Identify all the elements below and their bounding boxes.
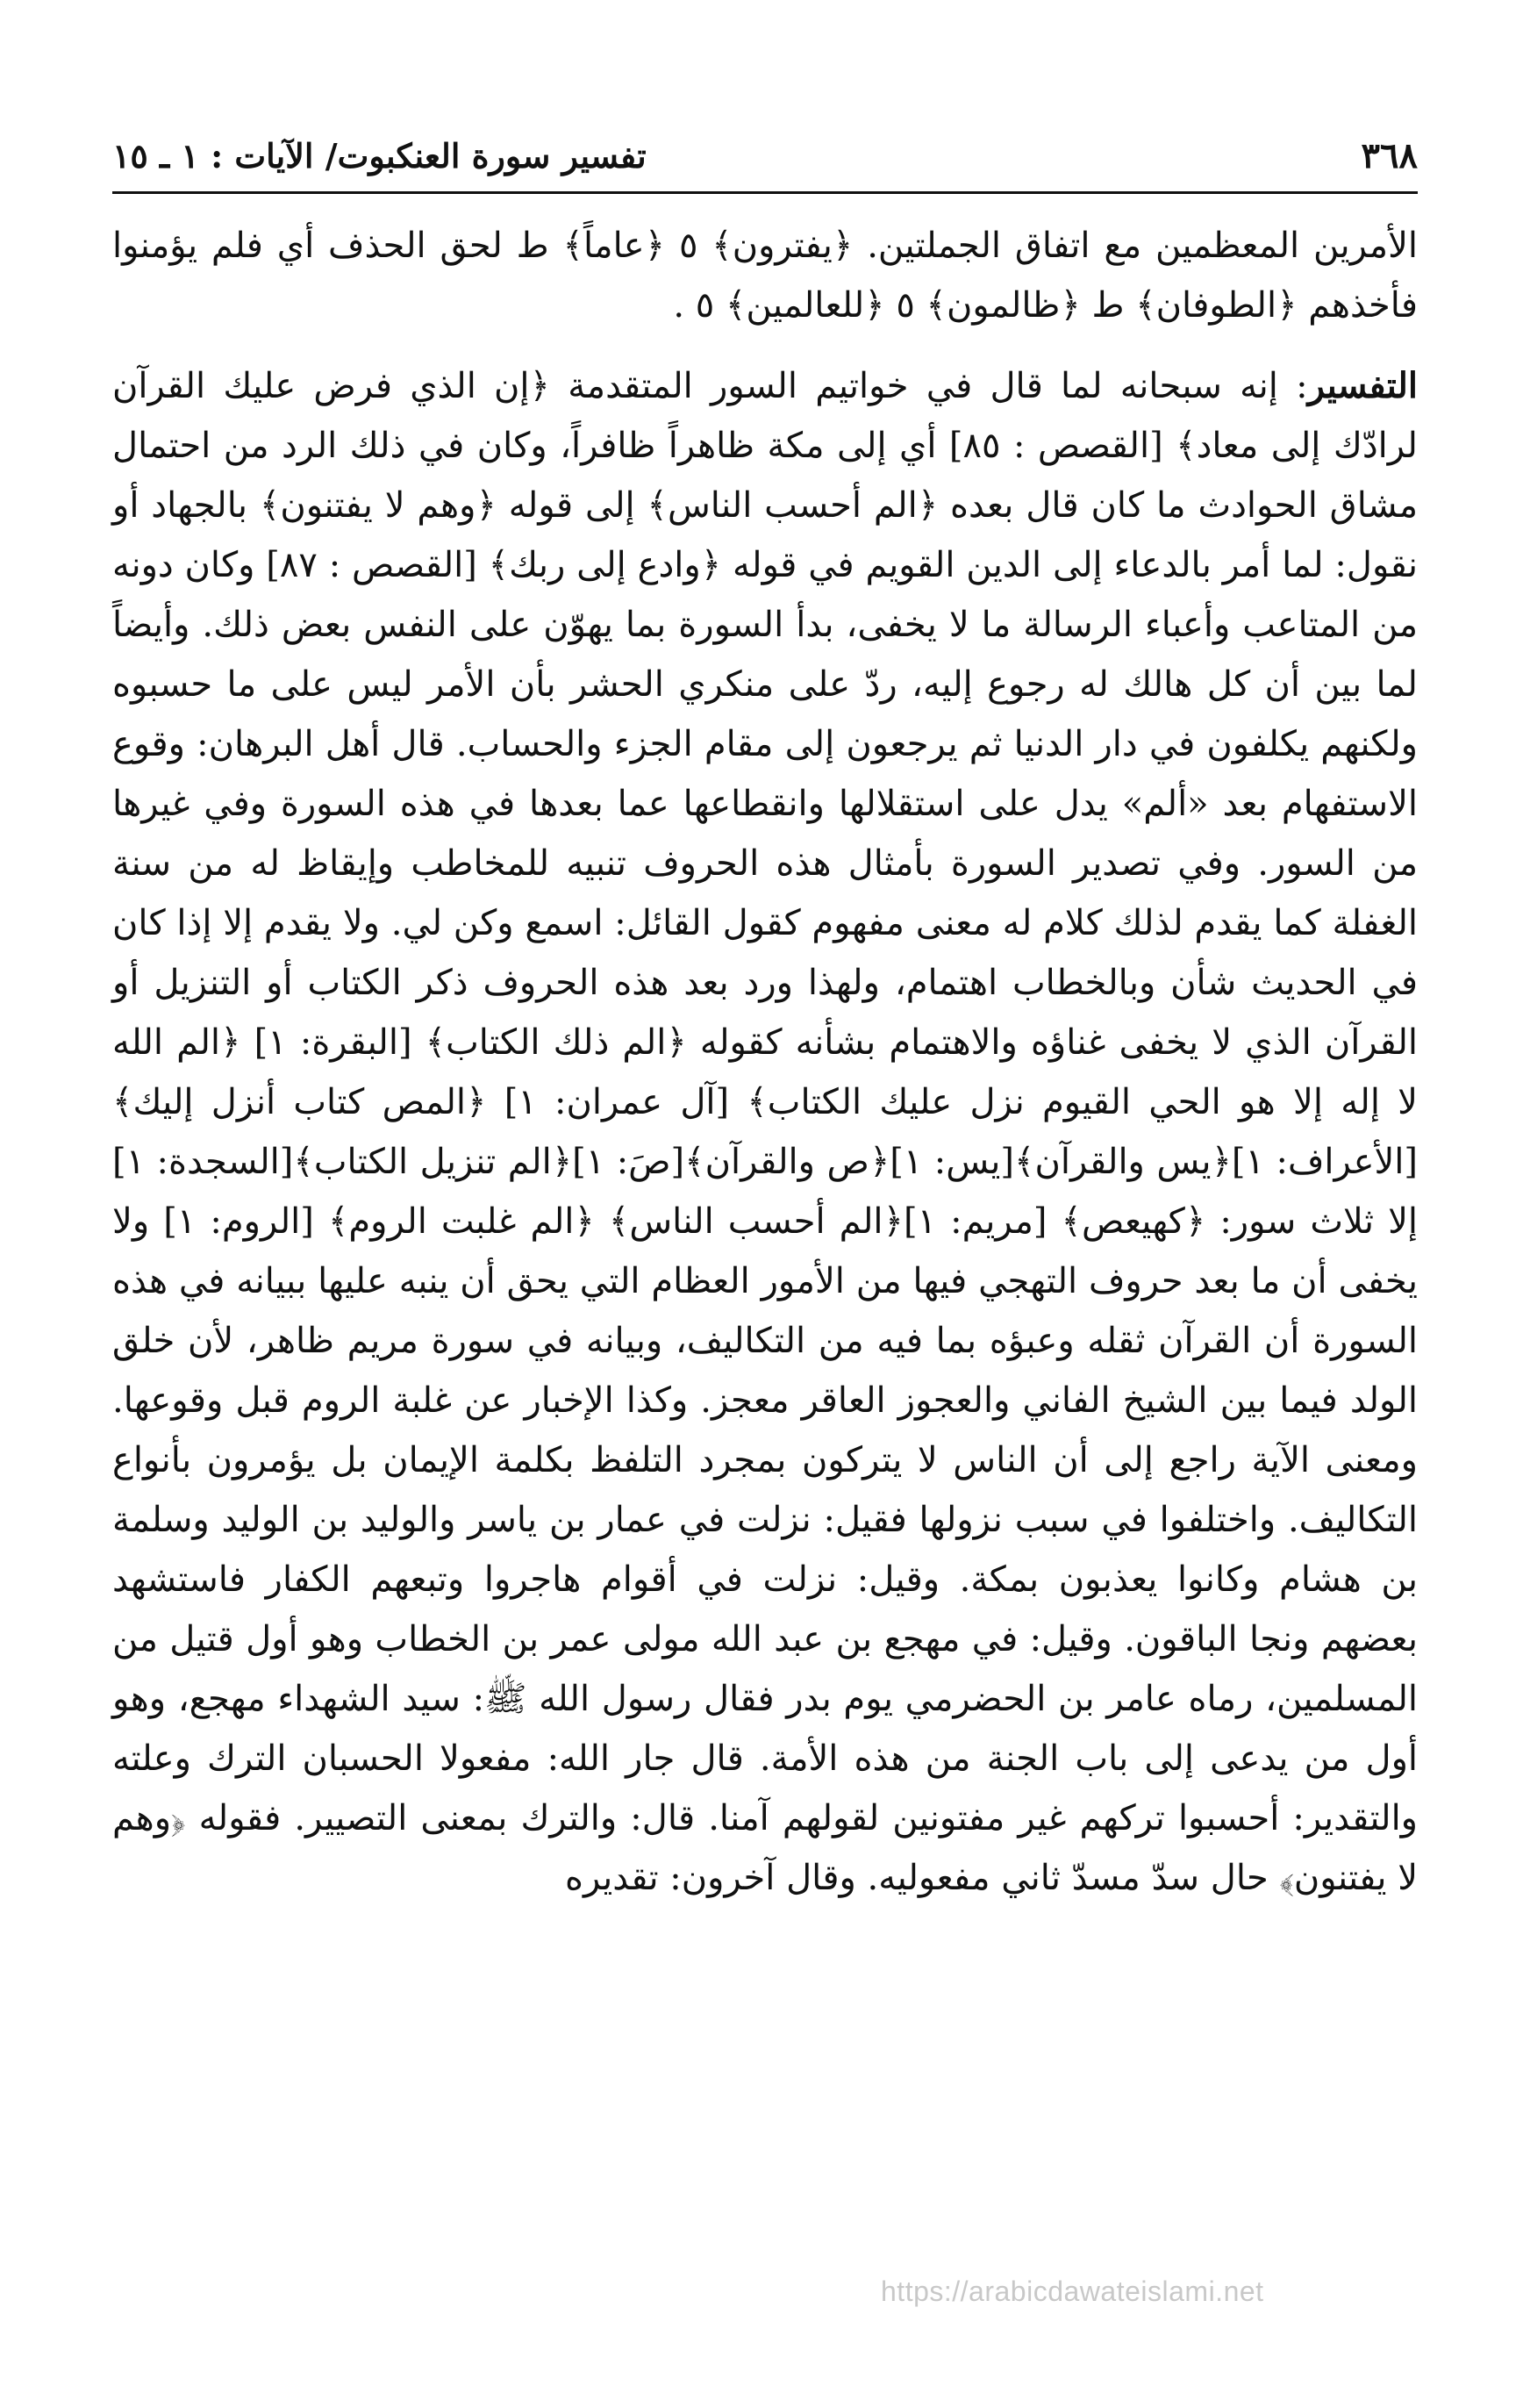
tafsir-paragraph (112, 356, 1418, 1908)
paragraph-gap (112, 335, 1418, 356)
watermark-url: https://arabicdawateislami.net (881, 2275, 1264, 2307)
page-number: ٣٦٨ (1361, 135, 1418, 176)
intro-paragraph: الأمرين المعظمين مع اتفاق الجملتين. ﴿يفترون﴾ ٥ ﴿عاماً﴾ ط لحق الحذف أي فلم يؤمنوا فأخذهم ﴿الطوفان﴾ ط ﴿ظالمون﴾ ٥ ﴿للعالمين﴾ ٥ . (112, 226, 1419, 326)
tafsir-label: التفسير (1307, 365, 1418, 406)
running-title: تفسير سورة العنكبوت/ الآيات : ١ ـ ١٥ (112, 136, 647, 176)
header-divider (112, 191, 1418, 194)
tafsir-text: : إنه سبحانه لما قال في خواتيم السور المتقدمة ﴿إن الذي فرض عليك القرآن لرادّك إلى معاد﴾ [القصص : ٨٥] أي إلى مكة ظاهراً ظافراً، وكان في ذلك الرد من احتمال مشاق الحوادث ما كان قال بعده ﴿الم أحسب الناس﴾ إلى قوله ﴿وهم لا يفتنون﴾ بالجهاد أو نقول: لما أمر بالدعاء إلى الدين القويم في قوله ﴿وادع إلى ربك﴾ [القصص : ٨٧] وكان دونه من المتاعب وأعباء الرسالة ما لا يخفى، بدأ السورة بما يهوّن على النفس بعض ذلك. وأيضاً لما بين أن كل هالك له رجوع إليه، ردّ على منكري الحشر بأن الأمر ليس على ما حسبوه ولكنهم يكلفون في دار الدنيا ثم يرجعون إلى مقام الجزء والحساب. قال أهل البرهان: وقوع الاستفهام بعد «ألم» يدل على استقلالها وانقطاعها عما بعدها في هذه السورة وفي غيرها من السور. وفي تصدير السورة بأمثال هذه الحروف تنبيه للمخاطب وإيقاظ له من سنة الغفلة كما يقدم لذلك كلام له معنى مفهوم كقول القائل: اسمع وكن لي. ولا يقدم إلا إذا كان في الحديث شأن وبالخطاب اهتمام، ولهذا ورد بعد هذه الحروف ذكر الكتاب أو التنزيل أو القرآن الذي لا يخفى غناؤه والاهتمام بشأنه كقوله ﴿الم ذلك الكتاب﴾ [البقرة: ١] ﴿الم الله لا إله إلا هو الحي القيوم نزل عليك الكتاب﴾ [آل عمران: ١] ﴿المص كتاب أنزل إليك﴾ [الأعراف: ١]﴿يس والقرآن﴾[يس: ١]﴿ص والقرآن﴾[صَ: ١]﴿الم تنزيل الكتاب﴾[السجدة: ١] إلا ثلاث سور: ﴿كهيعص﴾ [مريم: ١]﴿الم أحسب الناس﴾ ﴿الم غلبت الروم﴾ [الروم: ١] ولا يخفى أن ما بعد حروف التهجي فيها من الأمور العظام التي يحق أن ينبه عليها ببيانه في هذه السورة أن القرآن ثقله وعبؤه بما فيه من التكاليف، وبيانه في سورة مريم ظاهر، لأن خلق الولد فيما بين الشيخ الفاني والعجوز العاقر معجز. وكذا الإخبار عن غلبة الروم قبل وقوعها. ومعنى الآية راجع إلى أن الناس لا يتركون بمجرد التلفظ بكلمة الإيمان بل يؤمرون بأنواع التكاليف. واختلفوا في سبب نزولها فقيل: نزلت في عمار بن ياسر والوليد بن الوليد وسلمة بن هشام وكانوا يعذبون بمكة. وقيل: نزلت في أقوام هاجروا وتبعهم الكفار فاستشهد بعضهم ونجا الباقون. وقيل: في مهجع بن عبد الله مولى عمر بن الخطاب وهو أول قتيل من المسلمين، رماه عامر بن الحضرمي يوم بدر فقال رسول الله ﷺ: سيد الشهداء مهجع، وهو أول من يدعى إلى باب الجنة من هذه الأمة. قال جار الله: مفعولا الحسبان الترك وعلته والتقدير: أحسبوا تركهم غير مفتونين لقولهم آمنا. قال: والترك بمعنى التصيير. فقوله ﴿وهم لا يفتنون﴾ حال سدّ مسدّ ثاني مفعوليه. وقال آخرون: تقديره (112, 366, 1419, 1898)
page-header (112, 130, 1418, 188)
body-text (112, 216, 1418, 1908)
